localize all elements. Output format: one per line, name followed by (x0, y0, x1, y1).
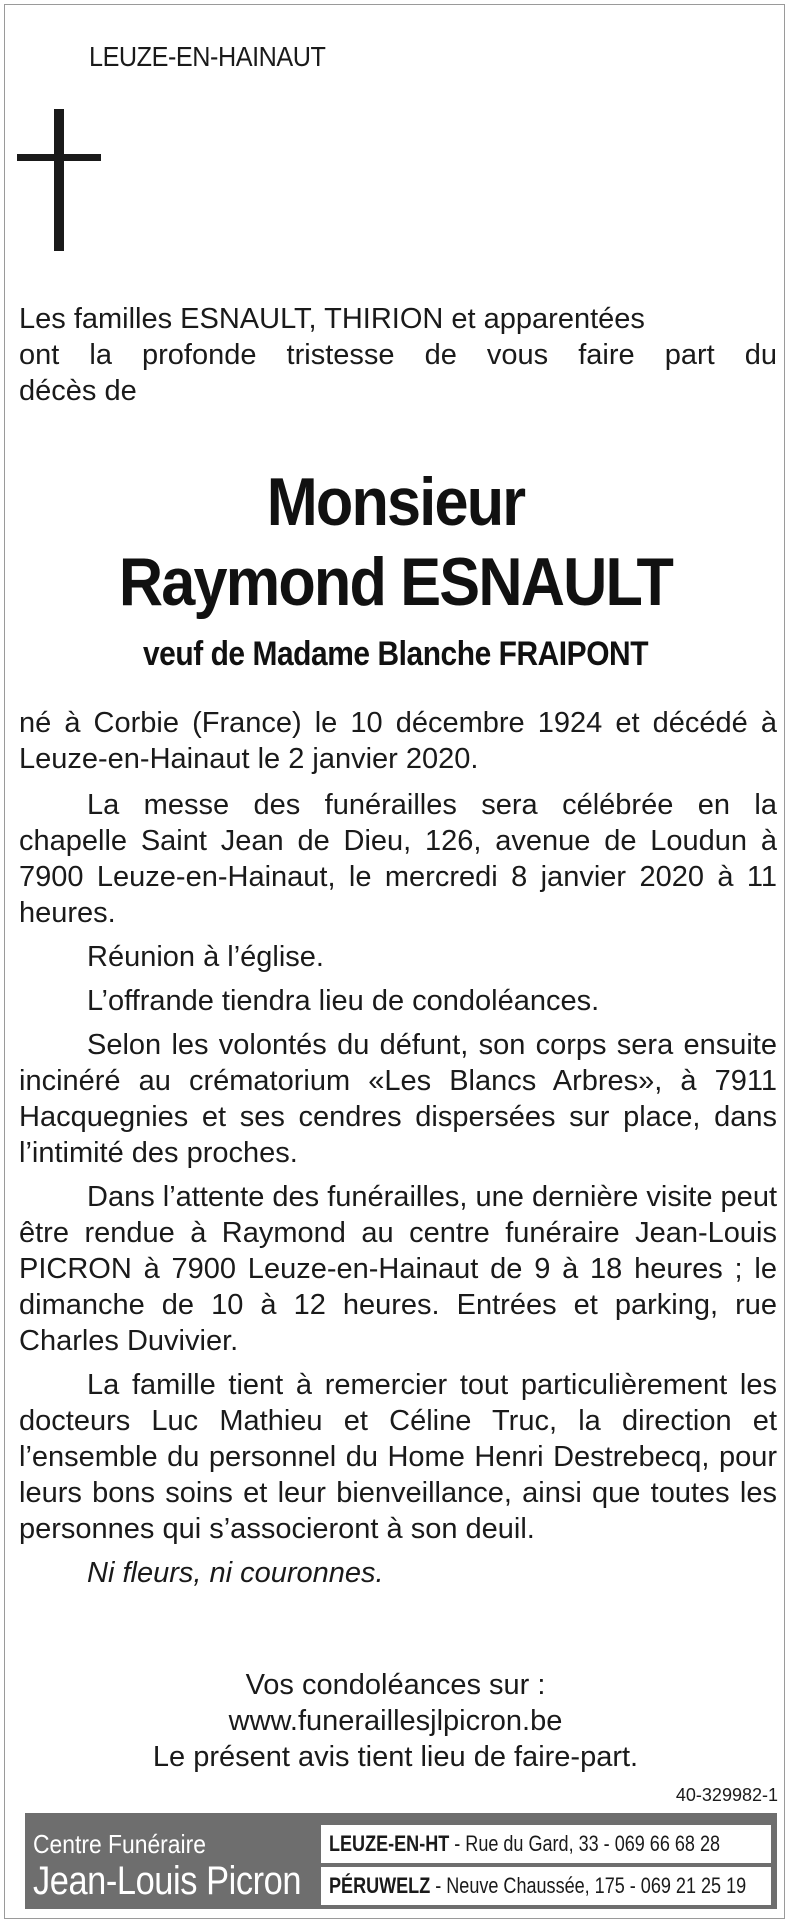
faire-part-note: Le présent avis tient lieu de faire-part. (152, 1741, 639, 1773)
deceased-name: Raymond ESNAULT (118, 544, 673, 620)
town-header: LEUZE-EN-HAINAUT (89, 41, 326, 72)
offering-text: L’offrande tiendra lieu de condoléances. (87, 985, 600, 1017)
office-leuze (321, 1825, 771, 1863)
funeral-home-label: Centre Funéraire (33, 1829, 206, 1859)
condolences-label: Vos condoléances sur : (245, 1669, 546, 1701)
office-peruwelz (321, 1867, 771, 1905)
reunion-text: Réunion à l’église. (87, 941, 324, 973)
intro-text (19, 301, 777, 409)
cremation-text: Selon les volontés du défunt, son corps sera ensuite incinéré au crématorium «Les Blancs Arbres», à 7911 Hacquegnies et ses cendres dispersées sur place, dans l’intimité des proches. (19, 1029, 777, 1169)
intro-line-3: décès de (19, 375, 137, 407)
flowers-text: Ni fleurs, ni couronnes. (87, 1557, 384, 1589)
notice-body (19, 705, 777, 1599)
obituary-notice (4, 4, 785, 1919)
thanks-text: La famille tient à remercier tout particulièrement les docteurs Luc Mathieu et Céline Truc, la direction et l’ensemble du personnel du Home Henri Destrebecq, pour leurs bons soins et leur bienveillance, ainsi que toutes les personnes qui s’associeront à son deuil. (19, 1369, 777, 1545)
office-leuze-town: LEUZE-EN-HT (329, 1831, 450, 1856)
widow-of: veuf de Madame Blanche FRAIPONT (142, 635, 649, 673)
condolences-url[interactable]: www.funeraillesjlpicron.be (228, 1705, 563, 1737)
office-leuze-details: - Rue du Gard, 33 - 069 66 68 28 (449, 1831, 721, 1856)
funeral-home-name: Jean-Louis Picron (33, 1859, 302, 1903)
deceased-title: Monsieur (266, 464, 525, 540)
cross-icon (17, 109, 101, 251)
funeral-home-banner (25, 1813, 777, 1909)
office-peruwelz-town: PÉRUWELZ (329, 1873, 431, 1898)
birth-death-text: né à Corbie (France) le 10 décembre 1924 et décédé à Leuze-en-Hainaut le 2 janvier 2020. (19, 707, 777, 775)
intro-line-2: ont la profonde tristesse de vous faire part du (19, 339, 777, 371)
mass-text: La messe des funérailles sera célébrée en la chapelle Saint Jean de Dieu, 126, avenue de Loudun à 7900 Leuze-en-Hainaut, le mercredi 8 janvier 2020 à 11 heures. (19, 789, 777, 929)
reference-number: 40-329982-1 (675, 1785, 778, 1805)
intro-line-1: Les familles ESNAULT, THIRION et apparentées (19, 303, 645, 335)
visit-text: Dans l’attente des funérailles, une dernière visite peut être rendue à Raymond au centre funéraire Jean-Louis PICRON à 7900 Leuze-en-Hainaut de 9 à 18 heures ; le dimanche de 10 à 12 heures. Entrées et parking, rue Charles Duvivier. (19, 1181, 777, 1357)
office-peruwelz-details: - Neuve Chaussée, 175 - 069 21 25 19 (430, 1873, 747, 1898)
